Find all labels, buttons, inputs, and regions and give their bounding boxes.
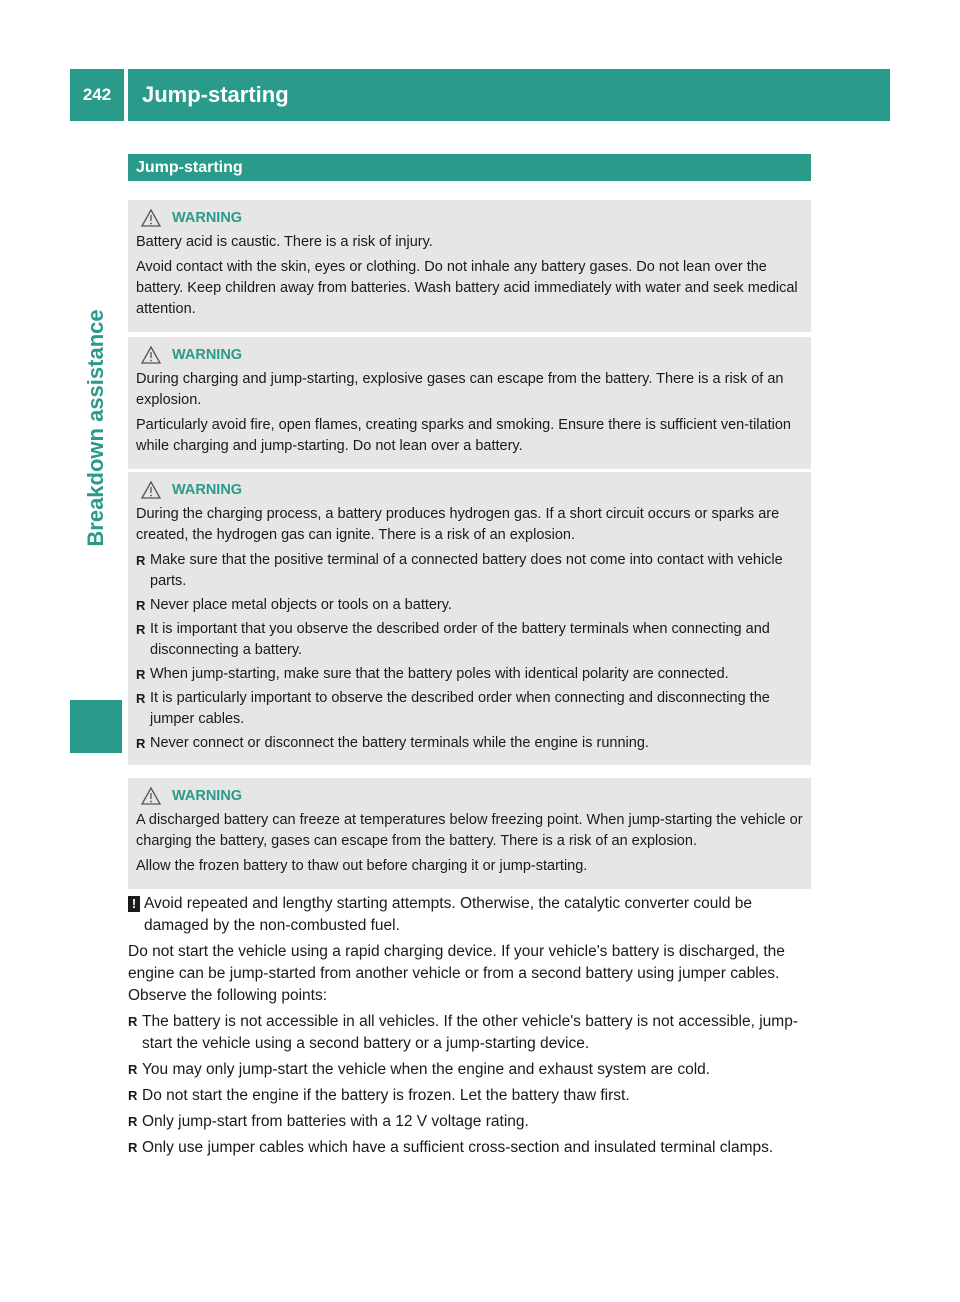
warning-triangle-icon xyxy=(140,345,170,365)
warning-text: Avoid contact with the skin, eyes or clothing. Do not inhale any battery gases. Do not lean over the battery. Keep children away from batteries. Wash battery acid immediately with water and seek medical attention. xyxy=(136,259,798,317)
header-title: Jump-starting xyxy=(142,82,289,107)
exclamation-icon: ! xyxy=(128,896,140,912)
list-item: R It is important that you observe the described order of the battery terminals when connecting and disconnecting a battery. xyxy=(136,619,803,661)
warning-text: Particularly avoid fire, open flames, creating sparks and smoking. Ensure there is sufficient ven-tilation while charging and jump-starting. Do not lean over a battery. xyxy=(136,417,791,454)
warning-text: Battery acid is caustic. There is a risk of injury. xyxy=(136,234,433,250)
list-item: R Only jump-start from batteries with a 12 V voltage rating. xyxy=(128,1111,811,1133)
section-heading: Jump-starting xyxy=(128,154,811,181)
body-content xyxy=(128,893,811,1163)
warning-box-3 xyxy=(128,472,811,765)
list-item: R When jump-starting, make sure that the battery poles with identical polarity are connected. xyxy=(136,664,803,685)
notice-text: Avoid repeated and lengthy starting attempts. Otherwise, the catalytic converter could be damaged by the non-combusted fuel. xyxy=(144,895,752,934)
warning-header xyxy=(136,343,803,367)
warning-title: WARNING xyxy=(172,209,243,226)
warning-title: WARNING xyxy=(172,346,243,363)
body-paragraph: Do not start the vehicle using a rapid charging device. If your vehicle's battery is discharged, the engine can be jump-started from another vehicle or from a second battery using jumper cables. Observe the following points: xyxy=(128,943,785,1004)
list-item: R Make sure that the positive terminal of a connected battery does not come into contact with vehicle parts. xyxy=(136,550,803,592)
list-item: R Never place metal objects or tools on a battery. xyxy=(136,595,803,616)
list-item: R Only use jumper cables which have a sufficient cross-section and insulated terminal clamps. xyxy=(128,1137,811,1159)
warning-header xyxy=(136,478,803,502)
warning-header xyxy=(136,206,803,230)
warning-title: WARNING xyxy=(172,481,243,498)
warning-triangle-icon xyxy=(140,480,170,500)
warning-text: During the charging process, a battery produces hydrogen gas. If a short circuit occurs or sparks are created, the hydrogen gas can ignite. There is a risk of an explosion. xyxy=(136,506,780,543)
warning-title: WARNING xyxy=(172,787,243,804)
list-item: R The battery is not accessible in all vehicles. If the other vehicle's battery is not accessible, jump-start the vehicle using a second battery or a jump-starting device. xyxy=(128,1011,811,1055)
warning-triangle-icon xyxy=(140,786,170,806)
notice xyxy=(128,893,811,937)
warning-text: During charging and jump-starting, explosive gases can escape from the battery. There is a risk of an explosion. xyxy=(136,371,784,408)
list-item: R You may only jump-start the vehicle when the engine and exhaust system are cold. xyxy=(128,1059,811,1081)
list-item: R Do not start the engine if the battery is frozen. Let the battery thaw first. xyxy=(128,1085,811,1107)
list-item: R Never connect or disconnect the battery terminals while the engine is running. xyxy=(136,733,803,754)
header-divider xyxy=(124,69,128,121)
warning-text: A discharged battery can freeze at temperatures below freezing point. When jump-starting the vehicle or charging the battery, gases can escape from the battery. There is a risk of an explosion. xyxy=(136,812,803,849)
warning-box-1 xyxy=(128,200,811,332)
side-tab-marker xyxy=(70,700,122,753)
warning-text: Allow the frozen battery to thaw out before charging it or jump-starting. xyxy=(136,858,588,874)
warning-bullet-list xyxy=(136,550,803,754)
list-item: R It is particularly important to observe the described order when connecting and disconnecting the jumper cables. xyxy=(136,688,803,730)
side-tab-label: Breakdown assistance xyxy=(83,309,108,547)
warning-box-4 xyxy=(128,778,811,889)
warning-box-2 xyxy=(128,337,811,469)
page-number: 242 xyxy=(82,85,112,104)
body-bullet-list xyxy=(128,1011,811,1159)
warning-header xyxy=(136,784,803,808)
warning-triangle-icon xyxy=(140,208,170,228)
